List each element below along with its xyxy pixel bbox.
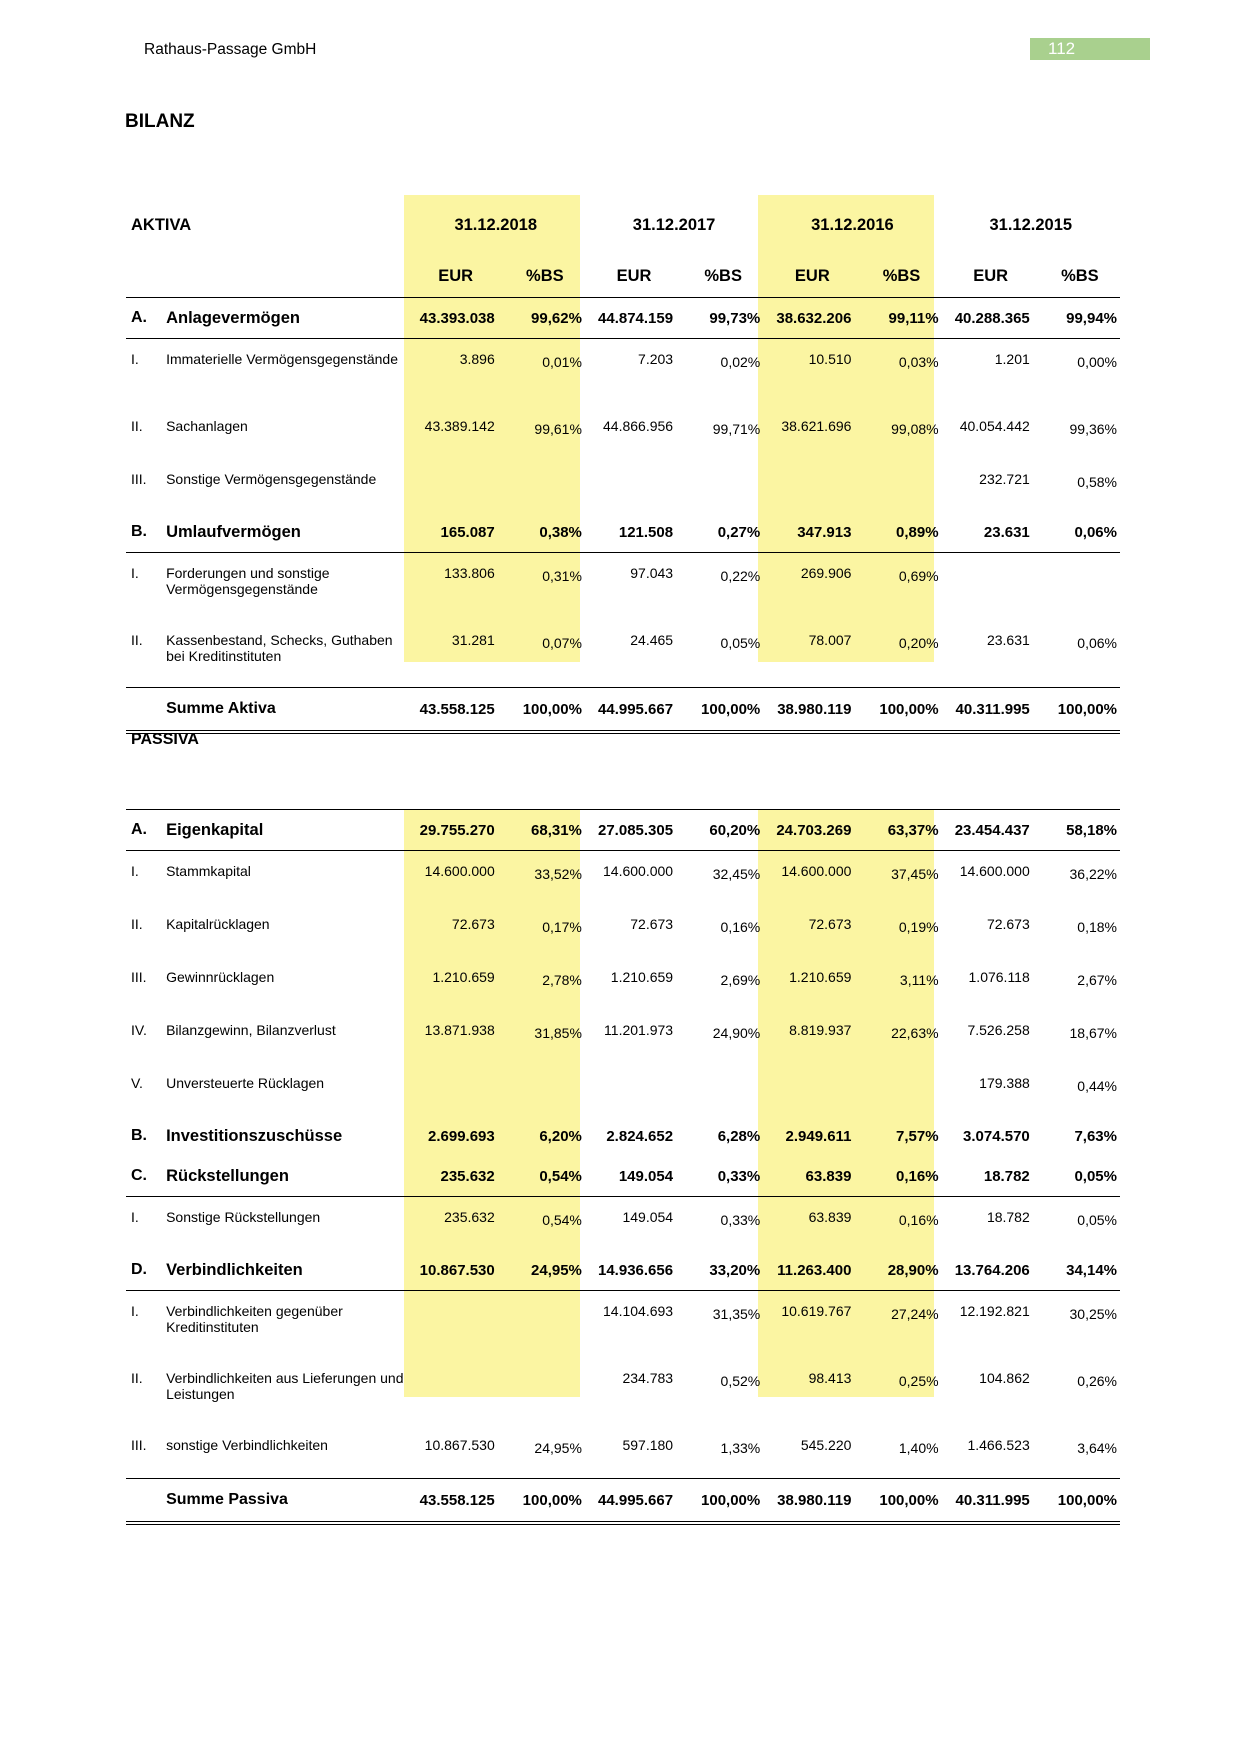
percent-cell: 0,06% (1077, 635, 1117, 651)
amount-cell: 7.203 (638, 351, 674, 367)
percent-cell: 0,05% (1040, 1156, 1120, 1197)
row-number: III. (131, 471, 147, 487)
section-row (126, 1156, 1120, 1197)
year-2016: 31.12.2016 (811, 215, 894, 234)
percent-cell: 0,38% (505, 512, 585, 553)
percent-cell: 0,00% (1077, 354, 1117, 370)
percent-cell: 99,11% (861, 298, 941, 339)
row-number: I. (131, 351, 139, 367)
percent-cell: 68,31% (505, 810, 585, 851)
row-number: I. (131, 863, 139, 879)
percent-cell: 34,14% (1040, 1250, 1120, 1291)
percent-cell: 1,33% (720, 1440, 761, 1456)
row-number: C. (126, 1156, 166, 1197)
aktiva-table (126, 195, 1120, 734)
amount-cell: 14.600.000 (959, 863, 1030, 879)
amount-cell: 13.871.938 (424, 1022, 495, 1038)
amount-cell: 165.087 (407, 512, 505, 553)
amount-cell: 149.054 (585, 1156, 683, 1197)
page-number: 112 (1030, 38, 1150, 60)
amount-cell: 11.263.400 (763, 1250, 861, 1291)
row-number: III. (131, 969, 147, 985)
amount-cell: 97.043 (630, 565, 674, 581)
amount-cell: 1.210.659 (610, 969, 674, 985)
row-label: Forderungen und sonstige Vermögensgegenstände (166, 565, 330, 597)
percent-cell: 22,63% (891, 1025, 939, 1041)
amount-cell: 72.673 (451, 916, 495, 932)
table-row (126, 1063, 1120, 1116)
amount-cell (407, 1291, 505, 1359)
percent-cell: 0,18% (1077, 919, 1117, 935)
row-label: Sonstige Rückstellungen (166, 1209, 321, 1225)
row-label: Rückstellungen (166, 1156, 406, 1197)
eur-header: EUR (585, 255, 683, 298)
percent-cell (861, 1063, 941, 1116)
passiva-table (126, 809, 1120, 1525)
amount-cell: 38.621.696 (781, 418, 852, 434)
percent-cell: 0,05% (1077, 1212, 1117, 1228)
row-number: II. (131, 632, 143, 648)
amount-cell: 347.913 (763, 512, 861, 553)
percent-cell: 0,44% (1077, 1078, 1117, 1094)
amount-cell: 3.896 (459, 351, 495, 367)
percent-cell: 2,78% (542, 972, 582, 988)
row-label: Summe Aktiva (166, 688, 406, 733)
passiva-heading: PASSIVA (131, 731, 199, 748)
amount-cell: 18.782 (942, 1156, 1040, 1197)
percent-cell: 30,25% (1069, 1306, 1117, 1322)
percent-cell: 100,00% (861, 1479, 941, 1524)
table-row (126, 553, 1120, 621)
unit-header-row (126, 255, 1120, 298)
percent-cell: 0,69% (898, 568, 939, 584)
table-row (126, 904, 1120, 957)
amount-cell: 44.866.956 (603, 418, 674, 434)
amount-cell: 38.980.119 (763, 688, 861, 733)
percent-cell: 33,20% (683, 1250, 763, 1291)
section-row (126, 298, 1120, 339)
percent-cell: 58,18% (1040, 810, 1120, 851)
percent-cell: 0,07% (542, 635, 582, 651)
percent-cell: 99,94% (1040, 298, 1120, 339)
year-2018: 31.12.2018 (454, 215, 538, 234)
percent-cell: 0,52% (720, 1373, 761, 1389)
percent-cell: 28,90% (861, 1250, 941, 1291)
amount-cell: 1.210.659 (432, 969, 495, 985)
page-title: BILANZ (125, 111, 195, 132)
table-row (126, 1291, 1120, 1359)
percent-cell: 6,28% (717, 1127, 761, 1145)
row-number: A. (126, 810, 166, 851)
amount-cell (585, 1063, 683, 1116)
amount-cell: 40.054.442 (959, 418, 1030, 434)
amount-cell: 10.619.767 (781, 1303, 852, 1319)
row-label: Sachanlagen (166, 418, 248, 434)
percent-cell: 0,25% (898, 1373, 939, 1389)
amount-cell (763, 1063, 861, 1116)
aktiva-heading: AKTIVA (131, 215, 192, 234)
amount-cell (407, 459, 505, 512)
amount-cell: 14.104.693 (603, 1303, 674, 1319)
table-row (126, 1010, 1120, 1063)
amount-cell: 40.311.995 (942, 1479, 1040, 1524)
year-2015: 31.12.2015 (989, 215, 1073, 234)
section-row (126, 1250, 1120, 1291)
amount-cell: 14.600.000 (781, 863, 852, 879)
year-2017: 31.12.2017 (632, 215, 716, 234)
amount-cell: 234.783 (622, 1370, 674, 1386)
amount-cell: 11.201.973 (604, 1022, 674, 1038)
percent-cell: 0,31% (542, 568, 582, 584)
amount-cell: 23.631 (986, 632, 1030, 648)
percent-cell: 37,45% (891, 866, 939, 882)
header-company: Rathaus-Passage GmbH (144, 41, 317, 58)
row-label: Immaterielle Vermögensgegenstände (166, 351, 398, 367)
percent-cell: 33,52% (534, 866, 582, 882)
row-label: Stammkapital (166, 863, 251, 879)
amount-cell: 12.192.821 (959, 1303, 1030, 1319)
percent-cell: 27,24% (891, 1306, 939, 1322)
percent-cell: 0,19% (898, 919, 939, 935)
amount-cell (407, 1358, 505, 1425)
percent-cell: 0,22% (720, 568, 761, 584)
table-row (126, 957, 1120, 1010)
amount-cell: 43.558.125 (407, 1479, 505, 1524)
percent-cell: 0,01% (542, 354, 582, 370)
section-row (126, 1116, 1120, 1156)
amount-cell: 29.755.270 (407, 810, 505, 851)
amount-cell: 133.806 (444, 565, 495, 581)
percent-cell: 0,33% (720, 1212, 761, 1228)
percent-cell: 100,00% (505, 688, 585, 733)
amount-cell: 24.703.269 (763, 810, 861, 851)
row-label: Verbindlichkeiten (166, 1250, 406, 1291)
percent-cell: 0,89% (861, 512, 941, 553)
sum-row (126, 688, 1120, 733)
row-label: Verbindlichkeiten gegenüber Kreditinstituten (166, 1303, 343, 1335)
row-number: III. (131, 1437, 147, 1453)
amount-cell: 13.764.206 (942, 1250, 1040, 1291)
amount-cell: 43.393.038 (407, 298, 505, 339)
row-number: IV. (131, 1022, 147, 1038)
row-label: Gewinnrücklagen (166, 969, 275, 985)
eur-header: EUR (407, 255, 505, 298)
percent-cell: 0,16% (720, 919, 761, 935)
eur-header: EUR (763, 255, 861, 298)
sum-row (126, 1479, 1120, 1524)
row-number: I. (131, 565, 139, 581)
percent-cell (683, 459, 763, 512)
row-label: Eigenkapital (166, 810, 406, 851)
amount-cell: 121.508 (585, 512, 683, 553)
amount-cell: 31.281 (451, 632, 495, 648)
percent-cell (505, 459, 585, 512)
percent-cell: 0,16% (861, 1156, 941, 1197)
percent-cell: 99,71% (712, 421, 761, 437)
percent-cell: 0,06% (1040, 512, 1120, 553)
percent-cell: 18,67% (1069, 1025, 1117, 1041)
row-number: B. (126, 512, 166, 553)
percent-cell: 2,67% (1077, 972, 1117, 988)
amount-cell: 2.824.652 (606, 1127, 674, 1145)
amount-cell (763, 459, 861, 512)
amount-cell: 72.673 (808, 916, 852, 932)
amount-cell: 10.867.530 (424, 1437, 495, 1453)
percent-cell: 36,22% (1069, 866, 1117, 882)
row-label: Sonstige Vermögensgegenstände (166, 471, 377, 487)
amount-cell: 24.465 (630, 632, 674, 648)
amount-cell: 44.995.667 (585, 688, 683, 733)
table-row (126, 1425, 1120, 1479)
pct-header: %BS (683, 255, 763, 298)
percent-cell: 24,95% (534, 1440, 582, 1456)
table-row (126, 1197, 1120, 1251)
percent-cell (1040, 553, 1120, 621)
percent-cell: 0,33% (683, 1156, 763, 1197)
table-row (126, 406, 1120, 459)
percent-cell (505, 1291, 585, 1359)
amount-cell: 14.936.656 (585, 1250, 683, 1291)
table-row (126, 459, 1120, 512)
row-label: Investitionszuschüsse (166, 1126, 343, 1145)
percent-cell: 0,16% (898, 1212, 939, 1228)
percent-cell: 24,90% (712, 1025, 761, 1041)
amount-cell: 43.558.125 (407, 688, 505, 733)
amount-cell: 1.201 (994, 351, 1030, 367)
row-number: II. (131, 916, 143, 932)
section-row (126, 512, 1120, 553)
amount-cell (942, 553, 1040, 621)
pct-header: %BS (505, 255, 585, 298)
table-row (126, 1358, 1120, 1425)
amount-cell: 545.220 (800, 1437, 852, 1453)
percent-cell: 100,00% (1040, 1479, 1120, 1524)
row-number: I. (131, 1303, 139, 1319)
percent-cell: 0,20% (898, 635, 939, 651)
percent-cell (861, 459, 941, 512)
amount-cell: 2.699.693 (428, 1127, 495, 1145)
amount-cell (585, 459, 683, 512)
percent-cell: 31,35% (712, 1306, 761, 1322)
amount-cell: 40.288.365 (942, 298, 1040, 339)
percent-cell: 24,95% (505, 1250, 585, 1291)
amount-cell: 1.076.118 (968, 969, 1030, 985)
row-label: Kassenbestand, Schecks, Guthaben bei Kreditinstituten (166, 632, 393, 664)
row-number (126, 688, 166, 733)
row-label: sonstige Verbindlichkeiten (166, 1437, 328, 1453)
percent-cell: 100,00% (683, 1479, 763, 1524)
percent-cell: 60,20% (683, 810, 763, 851)
row-number: II. (131, 418, 143, 434)
amount-cell: 1.210.659 (789, 969, 852, 985)
percent-cell (683, 1063, 763, 1116)
amount-cell: 78.007 (808, 632, 852, 648)
percent-cell: 2,69% (720, 972, 761, 988)
table-row (126, 851, 1120, 905)
amount-cell: 27.085.305 (585, 810, 683, 851)
row-label: Anlagevermögen (166, 298, 406, 339)
percent-cell: 0,58% (1077, 474, 1117, 490)
amount-cell: 38.980.119 (763, 1479, 861, 1524)
percent-cell: 3,64% (1077, 1440, 1117, 1456)
percent-cell (505, 1358, 585, 1425)
row-number: II. (131, 1370, 143, 1386)
pct-header: %BS (1040, 255, 1120, 298)
amount-cell: 63.839 (763, 1156, 861, 1197)
amount-cell: 7.526.258 (967, 1022, 1030, 1038)
row-label: Umlaufvermögen (166, 512, 406, 553)
amount-cell: 14.600.000 (424, 863, 495, 879)
amount-cell: 597.180 (622, 1437, 674, 1453)
amount-cell: 104.862 (979, 1370, 1030, 1386)
amount-cell: 1.466.523 (967, 1437, 1030, 1453)
row-number: B. (131, 1127, 147, 1144)
amount-cell: 2.949.611 (785, 1127, 852, 1145)
amount-cell: 8.819.937 (789, 1022, 852, 1038)
row-number: I. (131, 1209, 139, 1225)
amount-cell: 3.074.570 (963, 1127, 1030, 1145)
percent-cell: 99,62% (505, 298, 585, 339)
amount-cell: 23.454.437 (942, 810, 1040, 851)
amount-cell: 44.874.159 (585, 298, 683, 339)
amount-cell: 149.054 (622, 1209, 674, 1225)
amount-cell: 18.782 (986, 1209, 1030, 1225)
section-row (126, 810, 1120, 851)
row-number: A. (126, 298, 166, 339)
row-label: Kapitalrücklagen (166, 916, 270, 932)
year-header-row (126, 195, 1120, 255)
table-row (126, 339, 1120, 407)
row-number: V. (131, 1075, 143, 1091)
percent-cell: 0,05% (720, 635, 761, 651)
pct-header: %BS (861, 255, 941, 298)
percent-cell: 99,61% (534, 421, 582, 437)
percent-cell: 1,40% (898, 1440, 939, 1456)
percent-cell: 0,17% (542, 919, 582, 935)
amount-cell: 232.721 (979, 471, 1030, 487)
percent-cell: 99,08% (891, 421, 939, 437)
percent-cell: 0,26% (1077, 1373, 1117, 1389)
amount-cell: 72.673 (986, 916, 1030, 932)
amount-cell: 23.631 (942, 512, 1040, 553)
amount-cell: 10.510 (808, 351, 852, 367)
eur-header: EUR (942, 255, 1040, 298)
percent-cell: 0,54% (542, 1212, 582, 1228)
percent-cell: 0,03% (898, 354, 939, 370)
amount-cell: 63.839 (808, 1209, 852, 1225)
percent-cell: 100,00% (683, 688, 763, 733)
percent-cell: 0,27% (683, 512, 763, 553)
amount-cell (407, 1063, 505, 1116)
row-number: D. (126, 1250, 166, 1291)
amount-cell: 44.995.667 (585, 1479, 683, 1524)
percent-cell: 99,36% (1069, 421, 1117, 437)
amount-cell: 179.388 (979, 1075, 1030, 1091)
percent-cell: 7,57% (896, 1127, 939, 1145)
table-row (126, 620, 1120, 688)
percent-cell: 0,02% (720, 354, 761, 370)
amount-cell: 38.632.206 (763, 298, 861, 339)
row-number (126, 1479, 166, 1524)
percent-cell: 7,63% (1074, 1127, 1117, 1145)
percent-cell: 100,00% (505, 1479, 585, 1524)
row-label: Unversteuerte Rücklagen (166, 1075, 325, 1091)
percent-cell: 32,45% (712, 866, 761, 882)
row-label: Bilanzgewinn, Bilanzverlust (166, 1022, 336, 1038)
amount-cell: 269.906 (800, 565, 852, 581)
percent-cell: 3,11% (899, 972, 939, 988)
amount-cell: 40.311.995 (942, 688, 1040, 733)
amount-cell: 235.632 (444, 1209, 495, 1225)
percent-cell: 99,73% (683, 298, 763, 339)
percent-cell (505, 1063, 585, 1116)
percent-cell: 31,85% (534, 1025, 582, 1041)
row-label: Summe Passiva (166, 1479, 406, 1524)
percent-cell: 100,00% (861, 688, 941, 733)
amount-cell: 43.389.142 (424, 418, 495, 434)
amount-cell: 14.600.000 (603, 863, 674, 879)
amount-cell: 10.867.530 (407, 1250, 505, 1291)
amount-cell: 98.413 (808, 1370, 852, 1386)
amount-cell: 72.673 (630, 916, 674, 932)
amount-cell: 235.632 (407, 1156, 505, 1197)
row-label: Verbindlichkeiten aus Lieferungen und Leistungen (166, 1370, 404, 1402)
percent-cell: 63,37% (861, 810, 941, 851)
percent-cell: 100,00% (1040, 688, 1120, 733)
percent-cell: 0,54% (505, 1156, 585, 1197)
percent-cell: 6,20% (539, 1127, 582, 1145)
